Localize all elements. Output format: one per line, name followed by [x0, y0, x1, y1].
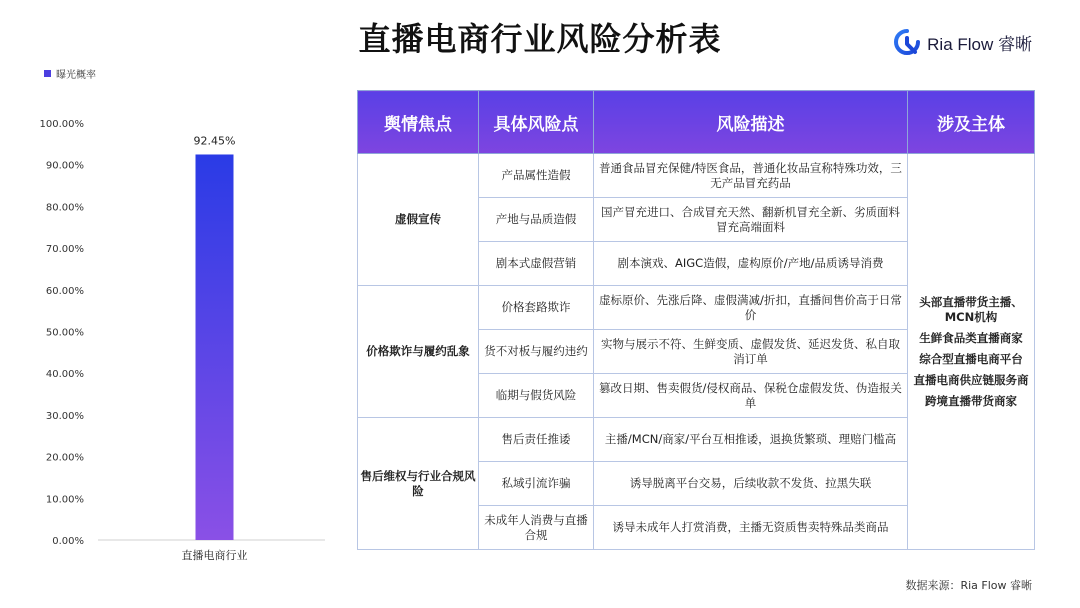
y-tick-label: 90.00% — [45, 160, 84, 172]
y-tick-label: 80.00% — [45, 202, 84, 214]
risk-desc-cell: 国产冒充进口、合成冒充天然、翻新机冒充全新、劣质面料冒充高端面料 — [594, 198, 908, 242]
risk-point-cell: 产地与品质造假 — [479, 198, 594, 242]
risk-table — [357, 90, 1035, 550]
x-category-label: 直播电商行业 — [181, 549, 248, 562]
header-risk-point: 具体风险点 — [479, 91, 594, 154]
risk-point-cell: 售后责任推诿 — [479, 418, 594, 462]
header-entities: 涉及主体 — [908, 91, 1035, 154]
category-cell: 虚假宣传 — [358, 154, 479, 286]
ria-flow-logo-icon — [893, 28, 921, 56]
entity-item: 直播电商供应链服务商 — [913, 372, 1029, 387]
page-title: 直播电商行业风险分析表 — [358, 20, 722, 58]
y-tick-label: 40.00% — [45, 369, 84, 381]
risk-point-cell: 私域引流诈骗 — [479, 462, 594, 506]
risk-desc-cell: 诱导脱离平台交易，后续收款不发货、拉黑失联 — [594, 462, 908, 506]
y-tick-label: 50.00% — [45, 327, 84, 339]
risk-desc-cell: 诱导未成年人打赏消费，主播无资质售卖特殊品类商品 — [594, 506, 908, 550]
bar — [196, 154, 234, 540]
table-header-row — [358, 91, 1035, 154]
data-source: 数据来源：Ria Flow 睿晰 — [905, 579, 1032, 592]
risk-desc-cell: 篡改日期、售卖假货/侵权商品、保税仓虚假发货、伪造报关单 — [594, 374, 908, 418]
risk-point-cell: 临期与假货风险 — [479, 374, 594, 418]
risk-point-cell: 未成年人消费与直播合规 — [479, 506, 594, 550]
risk-desc-cell: 剧本演戏、AIGC造假，虚构原价/产地/品质诱导消费 — [594, 242, 908, 286]
entity-item: 综合型直播电商平台 — [919, 351, 1023, 366]
risk-point-cell: 剧本式虚假营销 — [479, 242, 594, 286]
y-tick-label: 70.00% — [45, 244, 84, 256]
header-risk-desc: 风险描述 — [594, 91, 908, 154]
entity-item: 头部直播带货主播、MCN机构 — [919, 294, 1023, 324]
chart-legend — [44, 66, 96, 81]
y-tick-label: 10.00% — [45, 494, 84, 506]
risk-desc-cell: 普通食品冒充保健/特医食品，普通化妆品宣称特殊功效，三无产品冒充药品 — [594, 154, 908, 198]
bar-data-label: 92.45% — [193, 134, 236, 148]
risk-point-cell: 产品属性造假 — [479, 154, 594, 198]
y-tick-label: 30.00% — [45, 410, 84, 422]
risk-desc-cell: 主播/MCN/商家/平台互相推诿，退换货繁琐、理赔门槛高 — [594, 418, 908, 462]
y-tick-label: 20.00% — [45, 452, 84, 464]
legend-swatch — [44, 70, 51, 77]
risk-desc-cell: 虚标原价、先涨后降、虚假满减/折扣，直播间售价高于日常价 — [594, 286, 908, 330]
brand-logo — [893, 28, 1032, 56]
table-row — [358, 154, 1035, 198]
y-tick-label: 0.00% — [52, 536, 84, 547]
entity-item: 跨境直播带货商家 — [925, 393, 1017, 408]
risk-desc-cell: 实物与展示不符、生鲜变质、虚假发货、延迟发货、私自取消订单 — [594, 330, 908, 374]
bar-chart — [0, 90, 345, 580]
y-tick-label: 60.00% — [45, 285, 84, 297]
risk-point-cell: 货不对板与履约违约 — [479, 330, 594, 374]
legend-label: 曝光概率 — [56, 70, 96, 81]
brand-name: Ria Flow 睿晰 — [927, 34, 1032, 54]
category-cell: 售后维权与行业合规风险 — [358, 418, 479, 550]
header-focus: 舆情焦点 — [358, 91, 479, 154]
risk-point-cell: 价格套路欺诈 — [479, 286, 594, 330]
entity-item: 生鲜食品类直播商家 — [919, 330, 1023, 345]
entities-cell — [908, 154, 1035, 550]
category-cell: 价格欺诈与履约乱象 — [358, 286, 479, 418]
y-tick-label: 100.00% — [39, 119, 84, 130]
